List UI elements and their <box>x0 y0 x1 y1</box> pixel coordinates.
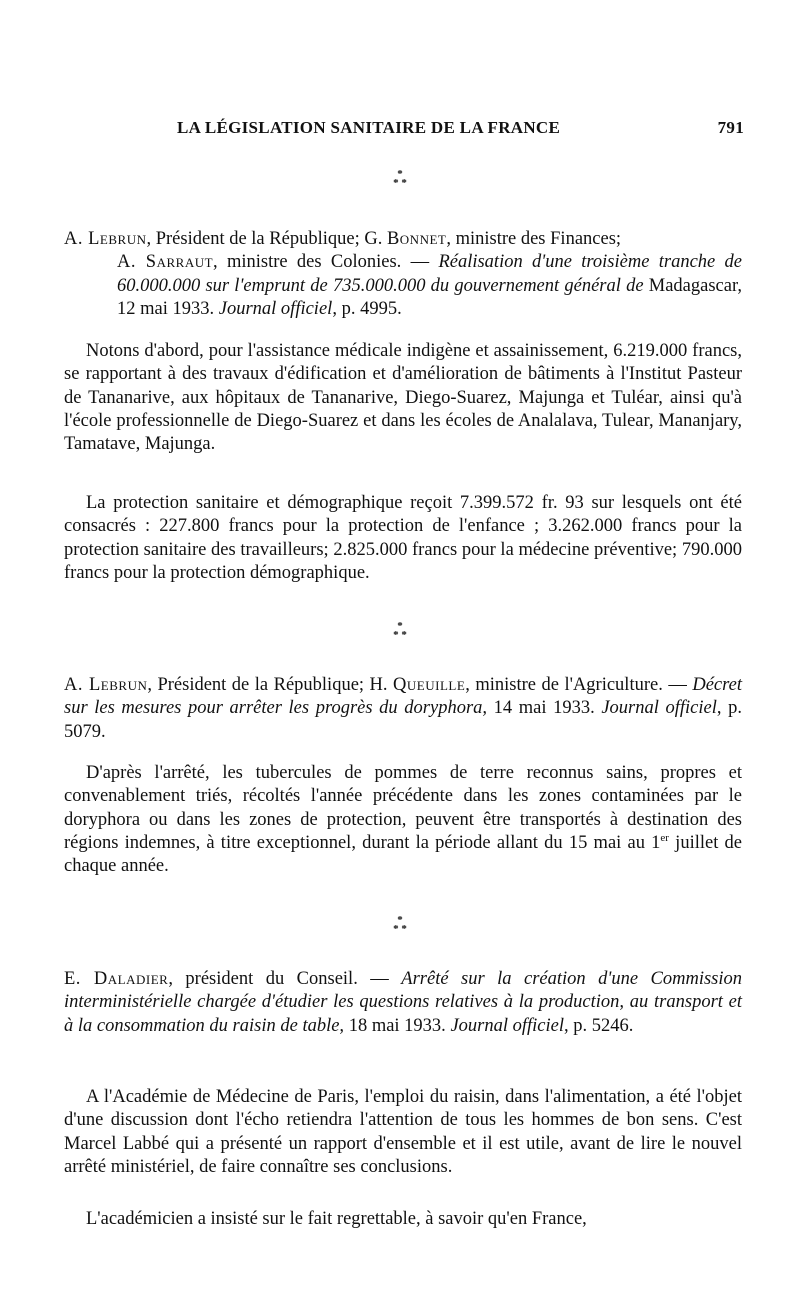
entry-journal: Journal officiel <box>601 698 717 719</box>
paragraph: A l'Académie de Médecine de Paris, l'emploi du raisin, dans l'alimentation, a été l'objet d'une discussion dont l'écho retiendra l'attention de tous les hommes de bon sens. C'est Marcel Labbé qui a présenté un rapport d'ensemble et il est utile, avant de lire le nouvel arrêté ministériel, de faire connaître ses conclusions. <box>64 1087 742 1177</box>
entry-second-minister: A. Sarraut <box>117 252 214 273</box>
paragraph: D'après l'arrêté, les tubercules de pommes de terre reconnus sains, propres et convenablement triés, récoltés l'année précédente dans les zones contaminées par le doryphora ou dans les zones de protection, peuvent être transportés à destination des régions indemnes, à titre exceptionnel, durant la période allant du 15 mai au 1er juillet de chaque année. <box>64 763 742 877</box>
paragraph: L'académicien a insisté sur le fait regrettable, à savoir qu'en France, <box>86 1209 587 1229</box>
legislation-entry <box>64 968 742 1038</box>
entry-title: Arrêté sur la création d'une Commission interministérielle chargée d'étudier les questions relatives à la production, au transport et à la consommation du raisin de table, <box>64 969 743 1036</box>
entry-minister-role: , ministre de l'Agriculture. — <box>465 675 693 695</box>
entry-page: , p. 5246. <box>564 1015 634 1036</box>
entry-minister: Bonnet <box>386 229 447 249</box>
entry-intro: , président du Conseil. — <box>168 969 402 989</box>
section-separator: * * * <box>393 914 407 935</box>
entry-date: 14 mai 1933. <box>487 698 602 719</box>
entry-journal: Journal officiel <box>450 1015 564 1036</box>
paragraph: La protection sanitaire et démographique reçoit 7.399.572 fr. 93 sur lesquels ont été consacrés : 227.800 francs pour la protection de l'enfance ; 3.262.000 francs pour la protection sanitaire des travailleurs; 2.825.000 francs pour la médecine préventive; 790.000 francs pour la protection démographique. <box>64 493 742 583</box>
entry-author: A. Lebrun <box>64 229 147 249</box>
entry-author: E. Daladier <box>64 969 169 989</box>
legislation-entry <box>64 674 742 744</box>
entry-date: 18 mai 1933. <box>344 1015 451 1036</box>
entry-title: Réalisation d'une troisième tranche de 60.000.000 sur l'emprunt de 735.000.000 du gouvernement général de <box>117 252 743 296</box>
entry-minister: Queuille <box>393 675 466 695</box>
entry-minister-role: , ministre des Finances; <box>446 229 622 249</box>
section-separator: * * * <box>393 168 407 189</box>
entry-title: Décret sur les mesures pour arrêter les progrès du doryphora, <box>64 675 742 719</box>
entry-place: Madagascar, 12 mai 1933. <box>117 275 743 319</box>
running-title: LA LÉGISLATION SANITAIRE DE LA FRANCE <box>177 118 561 137</box>
entry-author: A. Lebrun <box>64 675 148 695</box>
paragraph: Notons d'abord, pour l'assistance médicale indigène et assainissement, 6.219.000 francs, se rapportant à des travaux d'édification et d'amélioration de bâtiments à l'Institut Pasteur de Tananarive, aux hôpitaux de Tananarive, Diego-Suarez, Majunga et Tuléar, ainsi qu'à l'école professionnelle de Diego-Suarez et dans les écoles de Analalava, Tulear, Mananjary, Tamatave, Majunga. <box>64 341 742 455</box>
entry-intro: , Président de la République; G. <box>146 229 387 249</box>
entry-journal: Journal officiel <box>218 298 333 319</box>
section-separator: * * * <box>393 620 407 641</box>
entry-intro: , Président de la République; H. <box>147 675 394 695</box>
entry-second-role: , ministre des Colonies. — <box>213 252 439 273</box>
entry-page: , p. 5079. <box>64 698 742 742</box>
entry-page: , p. 4995. <box>332 298 402 319</box>
legislation-entry <box>64 228 742 321</box>
page-number: 791 <box>717 118 744 137</box>
